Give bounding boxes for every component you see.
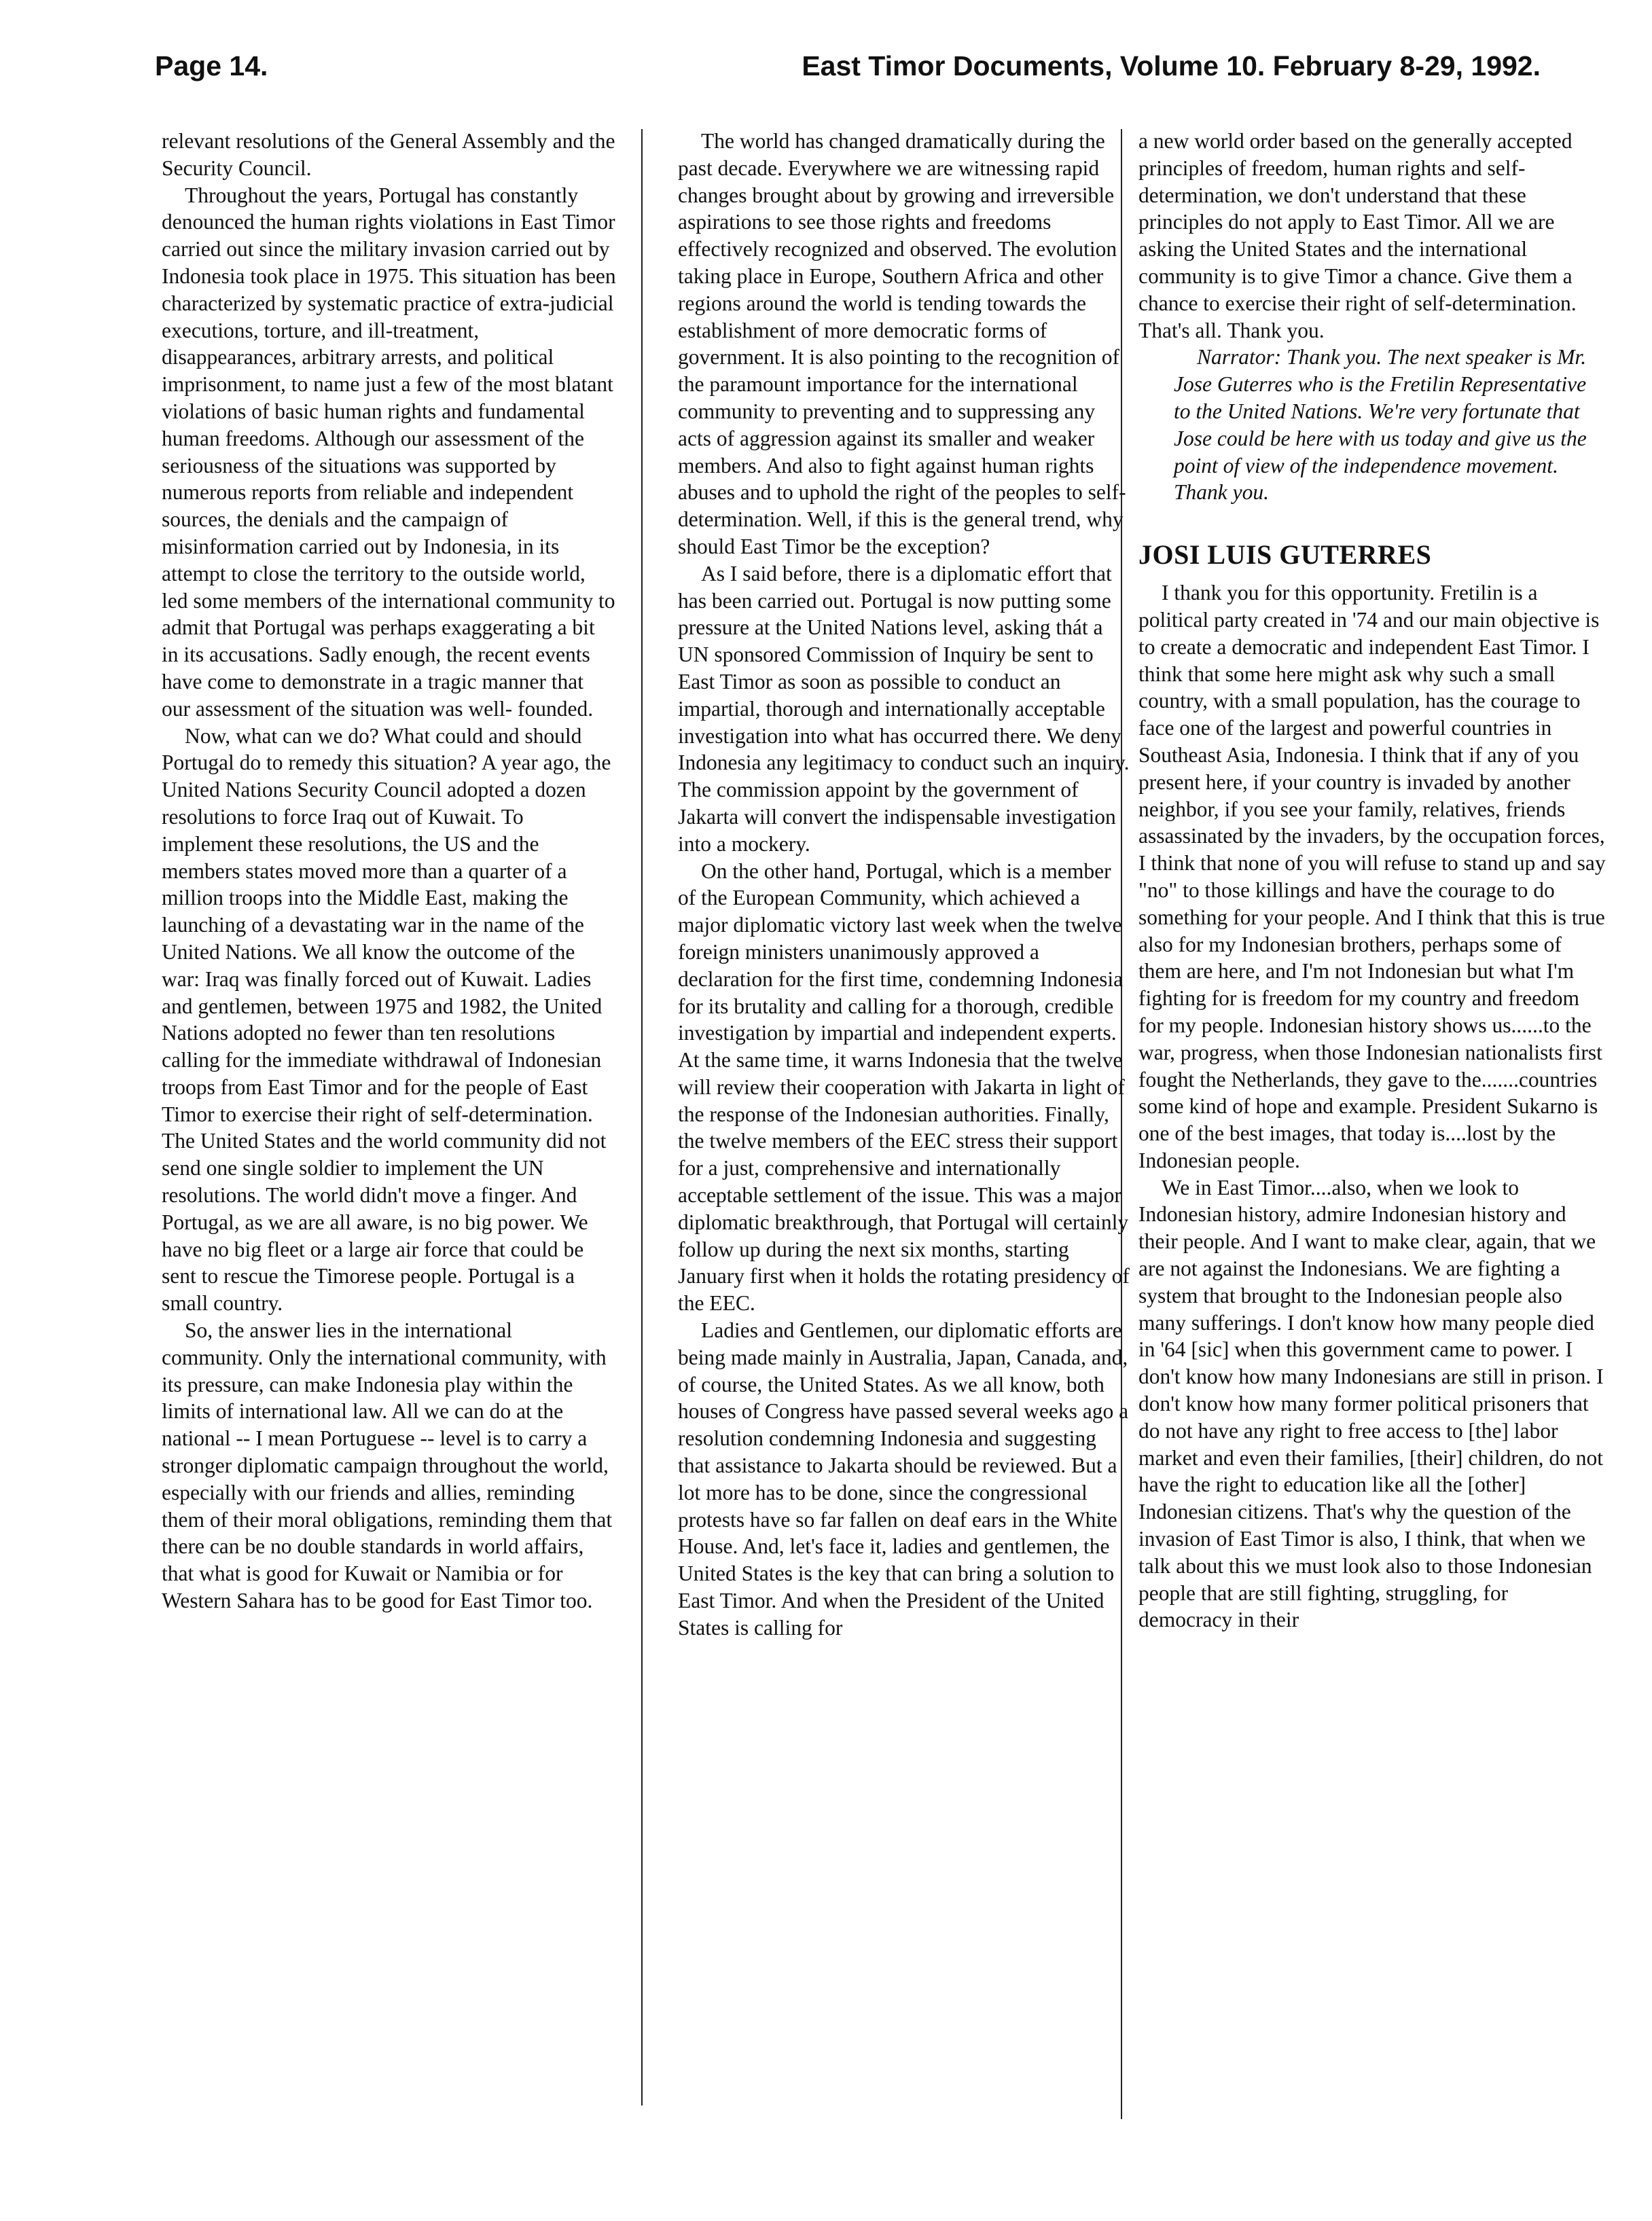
paragraph: The world has changed dramatically during the past decade. Everywhere we are witnessing rapid changes brought about by growing and irreversible aspirations to see those rights and freedoms effectively recognized and observed. The evolution taking place in Europe, Southern Africa and other regions around the world is tending towards the establishment of more democratic forms of government. It is also pointing to the recognition of the paramount importance for the international community to preventing and to suppressing any acts of aggression against its smaller and weaker members. And also to fight against human rights abuses and to uphold the right of the peoples to self-determination. Well, if this is the general trend, why should East Timor be the exception? xyxy=(678,129,1126,558)
paragraph: Ladies and Gentlemen, our diplomatic efforts are being made mainly in Australia, Japan, Canada, and, of course, the United States. As we all know, both houses of Congress have passed several weeks ago a resolution condemning Indonesia and suggesting that assistance to Jakarta should be reviewed. But a lot more has to be done, since the congressional protests have so far fallen on deaf ears in the White House. And, let's face it, ladies and gentlemen, the United States is the key that can bring a solution to East Timor. And when the President of the United States is calling for xyxy=(678,1318,1129,1640)
paragraph: We in East Timor....also, when we look to Indonesian history, admire Indonesian history and their people. And I want to make clear, again, that we are not against the Indonesians. We are fighting a system that brought to the Indonesian people also many sufferings. I don't know how many people died in '64 [sic] when this government came to power. I don't know how many Indonesians are still in prison. I don't know how many former political prisoners that do not have any right to free access to [the] labor market and even their families, [their] children, do not have the right to education like all the [other] Indonesian citizens. That's why the question of the invasion of East Timor is also, I think, that when we talk about this we must look also to those Indonesian people that are still fighting, struggling, for democracy in their xyxy=(1138,1175,1604,1632)
paragraph: As I said before, there is a diplomatic effort that has been carried out. Portugal is now putting some pressure at the United Nations level, asking thát a UN sponsored Commission of Inquiry be sent to East Timor as soon as possible to conduct an impartial, thorough and internationally acceptable investigation into what has occurred there. We deny Indonesia any legitimacy to conduct such an inquiry. The commission appoint by the government of Jakarta will convert the indispensable investigation into a mockery. xyxy=(678,561,1130,856)
paragraph: I thank you for this opportunity. Fretilin is a political party created in '74 and our main objective is to create a democratic and independent East Timor. I think that some here might ask why such a small country, with a small population, has the courage to face one of the largest and powerful countries in Southeast Asia, Indonesia. I think that if any of you present here, if your country is invaded by another neighbor, if you see your family, relatives, friends assassinated by the invaders, by the occupation forces, I think that none of you will refuse to stand up and say "no" to those killings and have the courage to do something for your people. And I think that this is true also for my Indonesian brothers, perhaps some of them are here, and I'm not Indonesian but what I'm fighting for is freedom for my country and freedom for my people. Indonesian history shows us......to the war, progress, when those Indonesian nationalists first fought the Netherlands, they gave to the.......countries some kind of hope and example. President Sukarno is one of the best images, that today is....lost by the Indonesian people. xyxy=(1138,581,1606,1172)
paragraph: So, the answer lies in the international community. Only the international community, with its pressure, can make Indonesia play within the limits of international law. All we can do at the national -- I mean Portuguese -- level is to carry a stronger diplomatic campaign throughout the world, especially with our friends and allies, reminding them of their moral obligations, reminding them that there can be no double standards in world affairs, that what is good for Kuwait or Namibia or for Western Sahara has to be good for East Timor too. xyxy=(162,1318,613,1613)
text-column-3 xyxy=(1138,128,1607,1633)
paragraph: a new world order based on the generally accepted principles of freedom, human rights and self-determination, we don't understand that these principles do not apply to East Timor. All we are asking the United States and the international community is to give Timor a chance. Give them a chance to exercise their right of self-determination. That's all. Thank you. xyxy=(1138,129,1577,342)
paragraph: relevant resolutions of the General Assembly and the Security Council. xyxy=(162,129,615,180)
paragraph: Throughout the years, Portugal has constantly denounced the human rights violations in East Timor carried out since the military invasion carried out by Indonesia took place in 1975. This situation has been characterized by systematic practice of extra-judicial executions, torture, and ill-treatment, disappearances, arbitrary arrests, and political imprisonment, to name just a few of the most blatant violations of basic human rights and fundamental human freedoms. Although our assessment of the seriousness of the situations was supported by numerous reports from reliable and independent sources, the denials and the campaign of misinformation carried out by Indonesia, in its attempt to close the territory to the outside world, led some members of the international community to admit that Portugal was perhaps exaggerating a bit in its accusations. Sadly enough, the recent events have come to demonstrate in a tragic manner that our assessment of the situation was well- founded. xyxy=(162,183,616,721)
speaker-heading: JOSI LUIS GUTERRES xyxy=(1138,539,1432,571)
narrator-note: Narrator: Thank you. The next speaker is Mr. Jose Guterres who is the Fretilin Representative to the United Nations. We're very fortunate that Jose could be here with us today and give us the point of view of the independence movement. Thank you. xyxy=(1174,345,1587,505)
publication-title: East Timor Documents, Volume 10. February 8-29, 1992. xyxy=(802,50,1541,82)
page-header xyxy=(155,42,1541,90)
page-number: Page 14. xyxy=(155,50,268,82)
text-column-2 xyxy=(678,128,1133,1642)
column-divider xyxy=(641,129,643,2106)
text-column-1 xyxy=(162,128,617,1614)
paragraph: On the other hand, Portugal, which is a member of the European Community, which achieved a major diplomatic victory last week when the twelve foreign ministers unanimously approved a declaration for the first time, condemning Indonesia for its brutality and calling for a thorough, credible investigation by impartial and independent experts. At the same time, it warns Indonesia that the twelve will review their cooperation with Jakarta in light of the response of the Indonesian authorities. Finally, the twelve members of the EEC stress their support for a just, comprehensive and internationally acceptable settlement of the issue. This was a major diplomatic breakthrough, that Portugal will certainly follow up during the next six months, starting January first when it holds the rotating presidency of the EEC. xyxy=(678,859,1130,1316)
paragraph: Now, what can we do? What could and should Portugal do to remedy this situation? A year ago, the United Nations Security Council adopted a dozen resolutions to force Iraq out of Kuwait. To implement these resolutions, the US and the members states moved more than a quarter of a million troops into the Middle East, making the launching of a devastating war in the name of the United Nations. We all know the outcome of the war: Iraq was finally forced out of Kuwait. Ladies and gentlemen, between 1975 and 1982, the United Nations adopted no fewer than ten resolutions calling for the immediate withdrawal of Indonesian troops from East Timor and for the people of East Timor to exercise their right of self-determination. The United States and the world community did not send one single soldier to implement the UN resolutions. The world didn't move a finger. And Portugal, as we are all aware, is no big power. We have no big fleet or a large air force that could be sent to rescue the Timorese people. Portugal is a small country. xyxy=(162,723,611,1316)
